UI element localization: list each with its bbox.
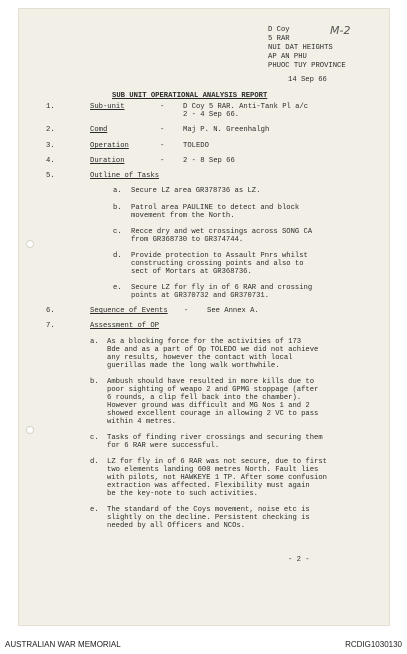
- archive-footer: [0, 626, 407, 654]
- field-label: Duration: [90, 157, 125, 165]
- item-number: 5.: [46, 172, 55, 180]
- item-number: 6.: [46, 307, 55, 315]
- field-value: 2 - 4 Sep 66.: [183, 111, 240, 119]
- field-dash: -: [160, 157, 165, 165]
- field-label: Sub-unit: [90, 103, 125, 111]
- task-line: Secure LZ area GR378736 as LZ.: [131, 187, 261, 195]
- field-dash: -: [184, 307, 189, 315]
- task-letter: b.: [113, 204, 122, 212]
- assessment-line: guerillas made the long walk worthwhile.: [107, 362, 280, 370]
- header-line: PHUOC TUY PROVINCE: [268, 62, 346, 70]
- item-number: 7.: [46, 322, 55, 330]
- task-line: Patrol area PAULINE to detect and block: [131, 204, 300, 212]
- task-letter: d.: [113, 252, 122, 260]
- assessment-line: Bde and as a part of Op TOLEDO we did not achieve: [107, 346, 319, 354]
- item-number: 1.: [46, 103, 55, 111]
- assessment-line: The standard of the Coys movement, noise etc is: [107, 506, 310, 514]
- assessment-line: Ambush should have resulted in more kills due to: [107, 378, 315, 386]
- page-number: - 2 -: [288, 556, 310, 564]
- assessment-line: for 6 RAR were successful.: [107, 442, 220, 450]
- assessment-line: be the key-note to such activities.: [107, 490, 258, 498]
- field-value: TOLEDO: [183, 142, 209, 150]
- task-line: Recce dry and wet crossings across SONG CA: [131, 228, 313, 236]
- item-number: 2.: [46, 126, 55, 134]
- report-title: SUB UNIT OPERATIONAL ANALYSIS REPORT: [112, 92, 268, 100]
- field-value: Maj P. N. Greenhalgh: [183, 126, 270, 134]
- task-line: sect of Mortars at GR368736.: [131, 268, 252, 276]
- assessment-letter: b.: [90, 378, 99, 386]
- section-heading: Sequence of Events: [90, 307, 168, 315]
- assessment-line: poor sighting of weapo 2 and GPMG stoppage (after: [107, 386, 319, 394]
- header-line: 5 RAR: [268, 35, 290, 43]
- field-value: D Coy 5 RAR. Anti-Tank Pl a/c: [183, 103, 309, 111]
- assessment-line: As a blocking force for the activities of 173: [107, 338, 302, 346]
- assessment-letter: e.: [90, 506, 99, 514]
- field-value: See Annex A.: [207, 307, 259, 315]
- assessment-letter: a.: [90, 338, 99, 346]
- header-line: D Coy: [268, 26, 290, 34]
- task-letter: e.: [113, 284, 122, 292]
- header-line: AP AN PHU: [268, 53, 307, 61]
- handwritten-ref: M-2: [330, 24, 351, 37]
- assessment-letter: c.: [90, 434, 99, 442]
- field-dash: -: [160, 142, 165, 150]
- assessment-line: with pilots, not HAWKEYE 1 TP. After some confusion: [107, 474, 327, 482]
- task-line: constructing crossing points and also to: [131, 260, 304, 268]
- task-letter: c.: [113, 228, 122, 236]
- task-line: from GR368730 to GR374744.: [131, 236, 244, 244]
- field-dash: -: [160, 126, 165, 134]
- section-heading: Outline of Tasks: [90, 172, 160, 180]
- archive-name: AUSTRALIAN WAR MEMORIAL: [5, 640, 121, 649]
- assessment-letter: d.: [90, 458, 99, 466]
- assessment-line: showed excellent courage in allowing 2 VC to pass: [107, 410, 319, 418]
- task-letter: a.: [113, 187, 122, 195]
- assessment-line: needed by all Officers and NCOs.: [107, 522, 246, 530]
- task-line: movement from the North.: [131, 212, 235, 220]
- assessment-line: two elements landing 600 metres North. Fault lies: [107, 466, 319, 474]
- task-line: Secure LZ for fly in of 6 RAR and crossing: [131, 284, 313, 292]
- punch-hole: [26, 426, 34, 434]
- assessment-line: extraction was affected. Flexibility must again: [107, 482, 310, 490]
- document-page: [18, 8, 390, 626]
- field-value: 2 - 8 Sep 66: [183, 157, 235, 165]
- archive-id: RCDIG1030130: [345, 640, 402, 649]
- assessment-line: However ground was difficult and MG Nos 1 and 2: [107, 402, 310, 410]
- item-number: 4.: [46, 157, 55, 165]
- report-date: 14 Sep 66: [288, 76, 327, 84]
- item-number: 3.: [46, 142, 55, 150]
- section-heading: Assessment of OP: [90, 322, 160, 330]
- punch-hole: [26, 240, 34, 248]
- assessment-line: Tasks of finding river crossings and securing them: [107, 434, 323, 442]
- field-dash: -: [160, 103, 165, 111]
- assessment-line: LZ for fly in of 6 RAR was not secure, due to first: [107, 458, 327, 466]
- assessment-line: slightly on the decline. Persistent checking is: [107, 514, 310, 522]
- header-line: NUI DAT HEIGHTS: [268, 44, 333, 52]
- assessment-line: 6 rounds, a clip fell back into the chamber).: [107, 394, 302, 402]
- assessment-line: within 4 metres.: [107, 418, 177, 426]
- assessment-line: any results, however the contact with local: [107, 354, 293, 362]
- task-line: points at GR370732 and GR370731.: [131, 292, 270, 300]
- field-label: Operation: [90, 142, 129, 150]
- task-line: Provide protection to Assault Pnrs whilst: [131, 252, 308, 260]
- field-label: Comd: [90, 126, 108, 134]
